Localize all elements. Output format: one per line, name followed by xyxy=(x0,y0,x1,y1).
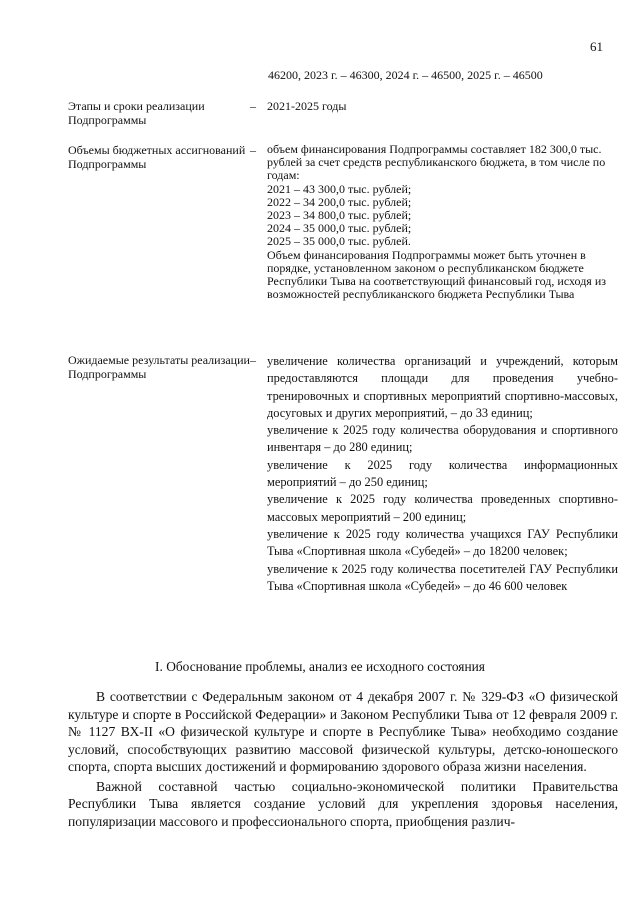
passport-row-results xyxy=(68,353,618,595)
value-line: увеличение к 2025 году количества проведенных спортивно-массовых мероприятий – 200 единиц; xyxy=(267,492,618,524)
value-line: увеличение к 2025 году количества учащихся ГАУ Республики Тыва «Спортивная школа «Субедей» – до 18200 человек; xyxy=(267,526,618,559)
value-line: увеличение количества организаций и учреждений, которым предоставляются площади для проведения учебно-тренировочных и спортивных мероприятий спортивно-массовых, досуговых и других мероприятий, – до 33 единиц; xyxy=(267,354,618,420)
value-line: 2021 – 43 300,0 тыс. рублей; xyxy=(267,181,412,196)
row-dash: – xyxy=(250,143,256,157)
value-line: 2024 – 35 000,0 тыс. рублей; xyxy=(267,221,412,236)
row-value xyxy=(267,143,618,301)
row-label: Объемы бюджетных ассигнований Подпрограммы xyxy=(68,143,246,171)
paragraph: Важной составной частью социально-экономической политики Правительства Республики Тыва является создание условий для укрепления здоровья населения, популяризации массового и профессионального спорта, приобщения различ- xyxy=(68,778,618,829)
paragraph: В соответствии с Федеральным законом от 4 декабря 2007 г. № 329-ФЗ «О физической культуре и спорте в Российской Федерации» и Законом Республики Тыва от 12 февраля 2009 г. № 1127 ВХ-II «О физической культуре и спорте в Республике Тыва» необходимо создание условий, способствующих развитию массовой физической культуры, детско-юношеского спорта, спорта высших достижений и формированию здорового образа жизни населения. xyxy=(68,689,618,774)
passport-row-volume xyxy=(68,143,618,301)
value-line: 2025 – 35 000,0 тыс. рублей. xyxy=(267,234,411,249)
value-line: 2022 – 34 200,0 тыс. рублей; xyxy=(267,194,412,209)
row-value xyxy=(267,353,618,595)
value-line: увеличение к 2025 году количества посетителей ГАУ Республики Тыва «Спортивная школа «Субедей» – до 46 600 человек xyxy=(267,561,618,593)
value-line: увеличение к 2025 году количества информационных мероприятий – до 250 единиц; xyxy=(267,457,618,490)
passport-row-stages xyxy=(68,99,618,127)
row-dash: – xyxy=(250,99,256,113)
value-line: увеличение к 2025 году количества оборудования и спортивного инвентаря – до 280 единиц; xyxy=(267,423,618,455)
row-label: Этапы и сроки реализации Подпрограммы xyxy=(68,99,205,127)
continuation-line: 46200, 2023 г. – 46300, 2024 г. – 46500, 2025 г. – 46500 xyxy=(268,68,543,82)
row-dash: – xyxy=(250,353,256,367)
section-title: I. Обоснование проблемы, анализ ее исходного состояния xyxy=(155,659,485,674)
value-line: объем финансирования Подпрограммы составляет 182 300,0 тыс. рублей за счет средств республиканского бюджета, в том числе по годам: xyxy=(267,142,606,183)
page-number: 61 xyxy=(590,39,603,54)
row-value xyxy=(267,99,618,113)
row-label: Ожидаемые результаты реализации Подпрограммы xyxy=(68,353,250,381)
value-line: Объем финансирования Подпрограммы может быть уточнен в порядке, установленном законом о республиканском бюджете Республики Тыва на соответствующий финансовый год, исходя из возможностей республиканского бюджета Республики Тыва xyxy=(267,247,606,302)
value-line: 2023 – 34 800,0 тыс. рублей; xyxy=(267,208,412,223)
value-line: 2021-2025 годы xyxy=(267,99,347,113)
body-text xyxy=(68,688,618,832)
